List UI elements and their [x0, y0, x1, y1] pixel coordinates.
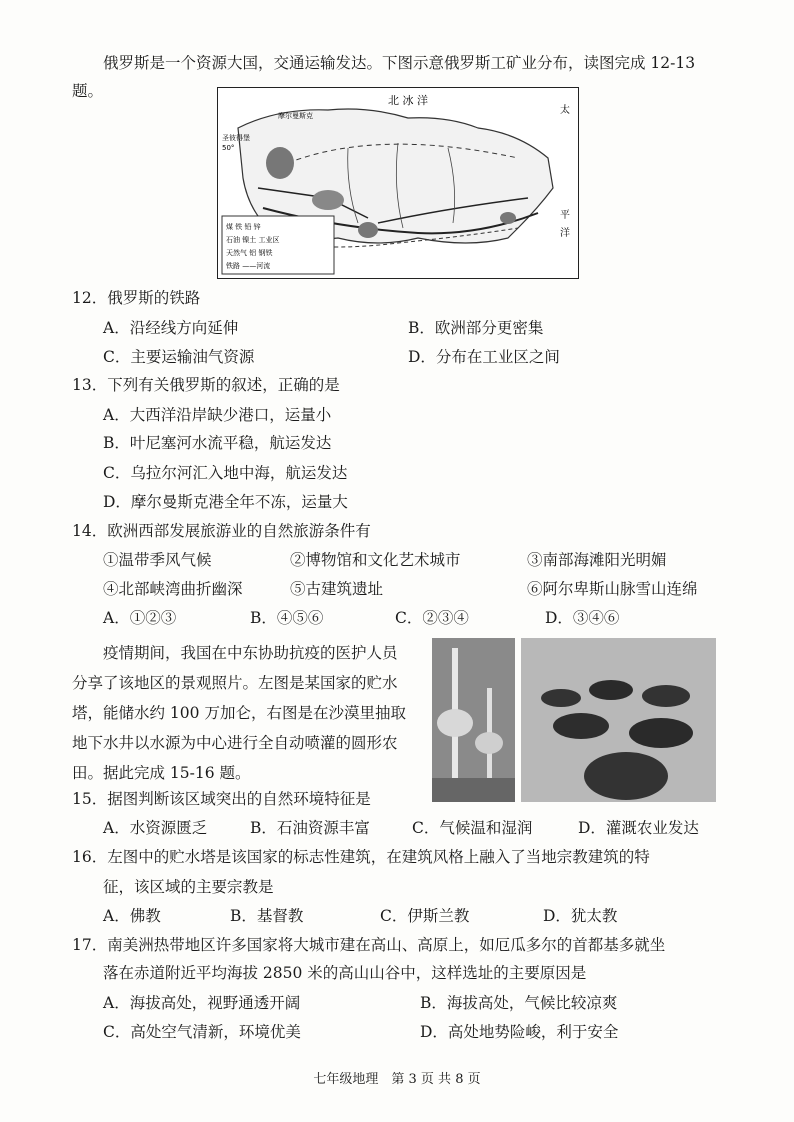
- q15-option-a: A．水资源匮乏: [103, 819, 208, 837]
- q14-stem: 14．欧洲西部发展旅游业的自然旅游条件有: [72, 522, 371, 540]
- label-pacific-2: 平: [560, 210, 570, 221]
- q13-option-c: C．乌拉尔河汇入地中海，航运发达: [103, 464, 348, 482]
- q17-option-c: C．高处空气清新，环境优美: [103, 1023, 301, 1041]
- industry-zone-kuzbass: [358, 222, 378, 238]
- label-latitude: 50°: [222, 144, 235, 152]
- water-towers-graphic: [432, 638, 515, 802]
- passage-line-1: 疫情期间，我国在中东协助抗疫的医护人员: [103, 644, 398, 662]
- q14-item-3: ③南部海滩阳光明媚: [527, 551, 667, 569]
- q16-option-b: B．基督教: [230, 907, 304, 925]
- q14-option-a: A．①②③: [103, 609, 177, 627]
- map-graphic: [218, 88, 578, 278]
- q17-option-a: A．海拔高处，视野通透开阔: [103, 994, 301, 1012]
- q16-option-d: D．犹太教: [543, 907, 618, 925]
- industry-zone-ural: [312, 190, 344, 210]
- legend-row-2: 石油 镍土 工业区: [226, 236, 280, 244]
- legend-row-1: 煤 铁 铅 锌: [226, 223, 261, 231]
- legend-row-3: 天然气 铝 钢铁: [226, 249, 273, 257]
- q12-option-b: B．欧洲部分更密集: [408, 319, 544, 337]
- intro-line-1: 俄罗斯是一个资源大国，交通运输发达。下图示意俄罗斯工矿业分布，读图完成 12-13: [103, 54, 696, 72]
- q14-option-b: B．④⑤⑥: [250, 609, 324, 627]
- field-circle-1: [541, 689, 581, 707]
- field-circle-4: [553, 713, 609, 739]
- q15-stem: 15．据图判断该区域突出的自然环境特征是: [72, 790, 371, 808]
- q16-stem-line-1: 16．左图中的贮水塔是该国家的标志性建筑，在建筑风格上融入了当地宗教建筑的特: [72, 848, 650, 866]
- q14-option-c: C．②③④: [395, 609, 469, 627]
- label-pacific-3: 洋: [560, 228, 570, 239]
- q15-option-b: B．石油资源丰富: [250, 819, 370, 837]
- q12-stem: 12．俄罗斯的铁路: [72, 289, 201, 307]
- q12-option-c: C．主要运输油气资源: [103, 348, 255, 366]
- photo-circular-fields: [521, 638, 716, 802]
- q15-option-d: D．灌溉农业发达: [578, 819, 699, 837]
- intro-line-2: 题。: [72, 82, 104, 100]
- russia-industry-map: [217, 87, 579, 279]
- tower-sphere-2: [475, 732, 503, 754]
- q16-option-c: C．伊斯兰教: [380, 907, 470, 925]
- q12-option-d: D．分布在工业区之间: [408, 348, 560, 366]
- q14-item-1: ①温带季风气候: [103, 551, 212, 569]
- field-circle-6: [584, 752, 668, 800]
- field-circle-2: [589, 680, 633, 700]
- industry-zone-far-east: [500, 212, 516, 224]
- q13-stem: 13．下列有关俄罗斯的叙述，正确的是: [72, 376, 340, 394]
- q17-stem-line-2: 落在赤道附近平均海拔 2850 米的高山山谷中，这样选址的主要原因是: [103, 964, 587, 982]
- q14-option-d: D．③④⑥: [545, 609, 620, 627]
- label-stpetersburg: 圣彼得堡: [222, 134, 250, 142]
- q13-option-b: B．叶尼塞河水流平稳，航运发达: [103, 434, 332, 452]
- label-murmansk: 摩尔曼斯克: [278, 112, 313, 120]
- label-arctic-ocean: 北 冰 洋: [388, 94, 428, 107]
- photo-water-towers: [432, 638, 515, 802]
- circular-fields-graphic: [521, 638, 716, 802]
- passage-line-2: 分享了该地区的景观照片。左图是某国家的贮水: [72, 674, 398, 692]
- q17-option-d: D．高处地势险峻，利于安全: [420, 1023, 619, 1041]
- q16-stem-line-2: 征，该区域的主要宗教是: [103, 878, 274, 896]
- passage-line-4: 地下水井以水源为中心进行全自动喷灌的圆形农: [72, 734, 398, 752]
- legend-row-4: 铁路 ——河流: [226, 262, 271, 270]
- q15-option-c: C．气候温和湿润: [412, 819, 533, 837]
- passage-line-3: 塔，能储水约 100 万加仑，右图是在沙漠里抽取: [72, 704, 406, 722]
- q14-item-2: ②博物馆和文化艺术城市: [290, 551, 461, 569]
- passage-line-5: 田。据此完成 15-16 题。: [72, 764, 251, 782]
- q13-option-d: D．摩尔曼斯克港全年不冻，运量大: [103, 493, 348, 511]
- q13-option-a: A．大西洋沿岸缺少港口，运量小: [103, 406, 332, 424]
- field-circle-5: [629, 718, 693, 748]
- tower-ground: [432, 778, 515, 802]
- page-footer: 七年级地理 第 3 页 共 8 页: [313, 1072, 481, 1087]
- q16-option-a: A．佛教: [103, 907, 161, 925]
- q17-stem-line-1: 17．南美洲热带地区许多国家将大城市建在高山、高原上，如厄瓜多尔的首都基多就坐: [72, 936, 666, 954]
- q17-option-b: B．海拔高处，气候比较凉爽: [420, 994, 618, 1012]
- field-circle-3: [642, 685, 690, 707]
- label-pacific-1: 太: [560, 105, 570, 116]
- q14-item-4: ④北部峡湾曲折幽深: [103, 580, 243, 598]
- q14-item-5: ⑤古建筑遗址: [290, 580, 384, 598]
- q14-item-6: ⑥阿尔卑斯山脉雪山连绵: [527, 580, 698, 598]
- q12-option-a: A．沿经线方向延伸: [103, 319, 239, 337]
- industry-zone-moscow: [266, 147, 294, 179]
- tower-sphere-1: [437, 709, 473, 737]
